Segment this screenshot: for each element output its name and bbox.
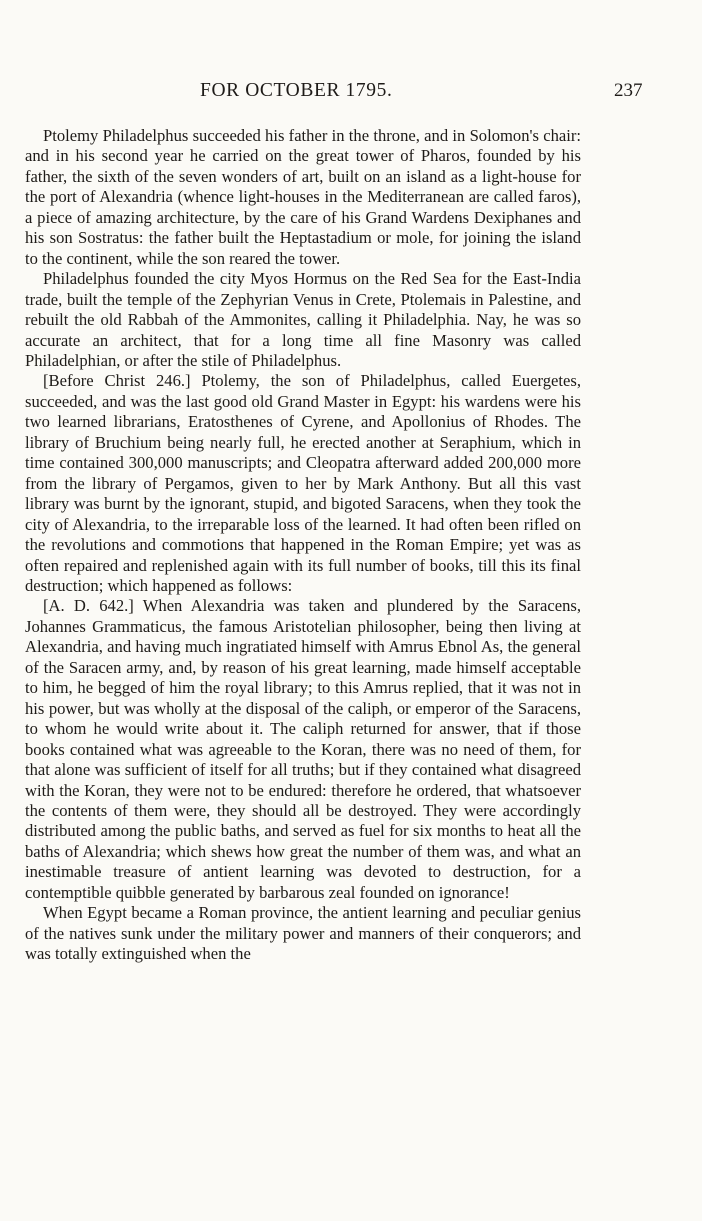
paragraph-euergetes: [Before Christ 246.] Ptolemy, the son of Philadelphus, called Euergetes, succeeded, and was the last good old Grand Master in Egypt: his wardens were his two learned librarians, Eratosthenes of Cyrene, and Apollonius of Rhodes. The library of Bruchium being nearly full, he erected another at Seraphium, which in time contained 300,000 manuscripts; and Cleopatra afterward added 200,000 more from the library of Pergamos, given to her by Mark Anthony. But all this vast library was burnt by the ignorant, stupid, and bigoted Saracens, when they took the city of Alexandria, to the irreparable loss of the learned. It had often been rifled on the revolutions and commotions that happened in the Roman Empire; yet was as often repaired and replenished again with its full number of books, till this its final destruction; which happened as follows: — [25, 371, 581, 595]
running-head: FOR OCTOBER 1795. — [200, 80, 393, 101]
paragraph-roman-province: When Egypt became a Roman province, the antient learning and peculiar genius of the natives sunk under the military power and manners of their conquerors; and was totally extinguished when the — [25, 903, 581, 964]
paragraph-philadelphus-founded: Philadelphus founded the city Myos Hormus on the Red Sea for the East-India trade, built the temple of the Zephyrian Venus in Crete, Ptolemais in Palestine, and rebuilt the old Rabbah of the Ammonites, calling it Philadelphia. Nay, he was so accurate an architect, that for a long time all fine Masonry was called Philadelphian, or after the stile of Philadelphus. — [25, 269, 581, 370]
paragraph-alexandria-taken: [A. D. 642.] When Alexandria was taken and plundered by the Saracens, Johannes Grammaticus, the famous Aristotelian philosopher, being then living at Alexandria, and having much ingratiated himself with Amrus Ebnol As, the general of the Saracen army, and, by reason of his great learning, made himself acceptable to him, he begged of him the royal library; to this Amrus replied, that it was not in his power, but was wholly at the disposal of the caliph, or emperor of the Saracens, to whom he would write about it. The caliph returned for answer, that if those books contained what was agreeable to the Koran, there was no need of them, for that alone was sufficient of itself for all truths; but if they contained what disagreed with the Koran, they were not to be endured: therefore he ordered, that whatsoever the contents of them were, they should all be destroyed. They were accordingly distributed among the public baths, and served as fuel for six months to heat all the baths of Alexandria; which shews how great the number of them was, and what an inestimable treasure of antient learning was devoted to destruction, for a contemptible quibble generated by barbarous zeal founded on ignorance! — [25, 596, 581, 902]
page-number: 237 — [614, 80, 643, 101]
paragraph-ptolemy-philadelphus: Ptolemy Philadelphus succeeded his father in the throne, and in Solomon's chair: and in his second year he carried on the great tower of Pharos, founded by his father, the sixth of the seven wonders of art, built on an island as a light-house for the port of Alexandria (whence light-houses in the Mediterranean are called faros), a piece of amazing architecture, by the care of his Grand Wardens Dexiphanes and his son Sostratus: the father built the Heptastadium or mole, for joining the island to the continent, while the son reared the tower. — [25, 126, 581, 268]
body-text — [25, 126, 581, 965]
page-header — [0, 80, 702, 110]
